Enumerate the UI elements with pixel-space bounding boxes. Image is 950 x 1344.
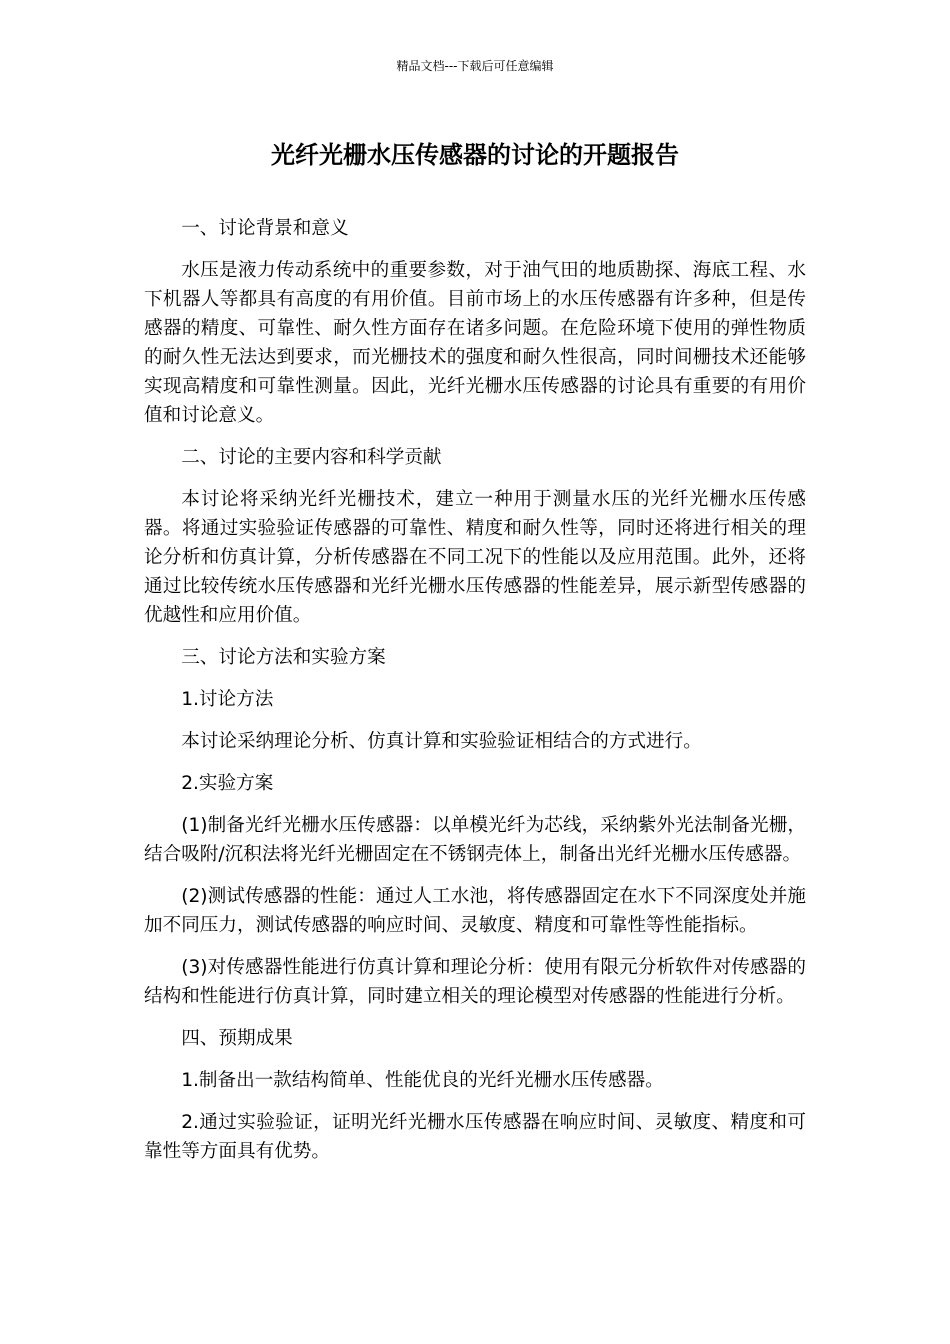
section-heading-background: 一、讨论背景和意义 (181, 218, 349, 239)
document-title: 光纤光栅水压传感器的讨论的开题报告 (271, 141, 679, 169)
paragraph-experiment-step-2: (2)测试传感器的性能：通过人工水池，将传感器固定在水下不同深度处并施加不同压力，测试传感器的响应时间、灵敏度、精度和可靠性等性能指标。 (144, 886, 806, 936)
paragraph-methods: 本讨论采纳理论分析、仿真计算和实验验证相结合的方式进行。 (181, 731, 702, 752)
subheading-experiment-plan: 2.实验方案 (181, 773, 274, 794)
paragraph-content: 本讨论将采纳光纤光栅技术，建立一种用于测量水压的光纤光栅水压传感器。将通过实验验证传感器的可靠性、精度和耐久性等，同时还将进行相关的理论分析和仿真计算，分析传感器在不同工况下的性能以及应用范围。此外，还将通过比较传统水压传感器和光纤光栅水压传感器的性能差异，展示新型传感器的优越性和应用价值。 (144, 489, 806, 626)
paragraph-result-2: 2.通过实验验证，证明光纤光栅水压传感器在响应时间、灵敏度、精度和可靠性等方面具有优势。 (144, 1112, 806, 1162)
section-heading-expected-results: 四、预期成果 (181, 1028, 293, 1049)
section-heading-methods: 三、讨论方法和实验方案 (181, 647, 386, 668)
paragraph-background: 水压是液力传动系统中的重要参数，对于油气田的地质勘探、海底工程、水下机器人等都具有高度的有用价值。目前市场上的水压传感器有许多种，但是传感器的精度、可靠性、耐久性方面存在诸多问题。在危险环境下使用的弹性物质的耐久性无法达到要求，而光栅技术的强度和耐久性很高，同时间栅技术还能够实现高精度和可靠性测量。因此，光纤光栅水压传感器的讨论具有重要的有用价值和讨论意义。 (144, 260, 806, 426)
page-header-watermark: 精品文档---下载后可任意编辑 (396, 59, 554, 73)
paragraph-experiment-step-3: (3)对传感器性能进行仿真计算和理论分析：使用有限元分析软件对传感器的结构和性能进行仿真计算，同时建立相关的理论模型对传感器的性能进行分析。 (144, 957, 806, 1007)
paragraph-experiment-step-1: (1)制备光纤光栅水压传感器：以单模光纤为芯线，采纳紫外光法制备光栅，结合吸附/沉积法将光纤光栅固定在不锈钢壳体上，制备出光纤光栅水压传感器。 (144, 815, 806, 865)
subheading-methods: 1.讨论方法 (181, 689, 274, 710)
document-body (144, 214, 806, 1179)
section-heading-content: 二、讨论的主要内容和科学贡献 (181, 447, 442, 468)
paragraph-result-1: 1.制备出一款结构简单、性能优良的光纤光栅水压传感器。 (181, 1070, 664, 1091)
